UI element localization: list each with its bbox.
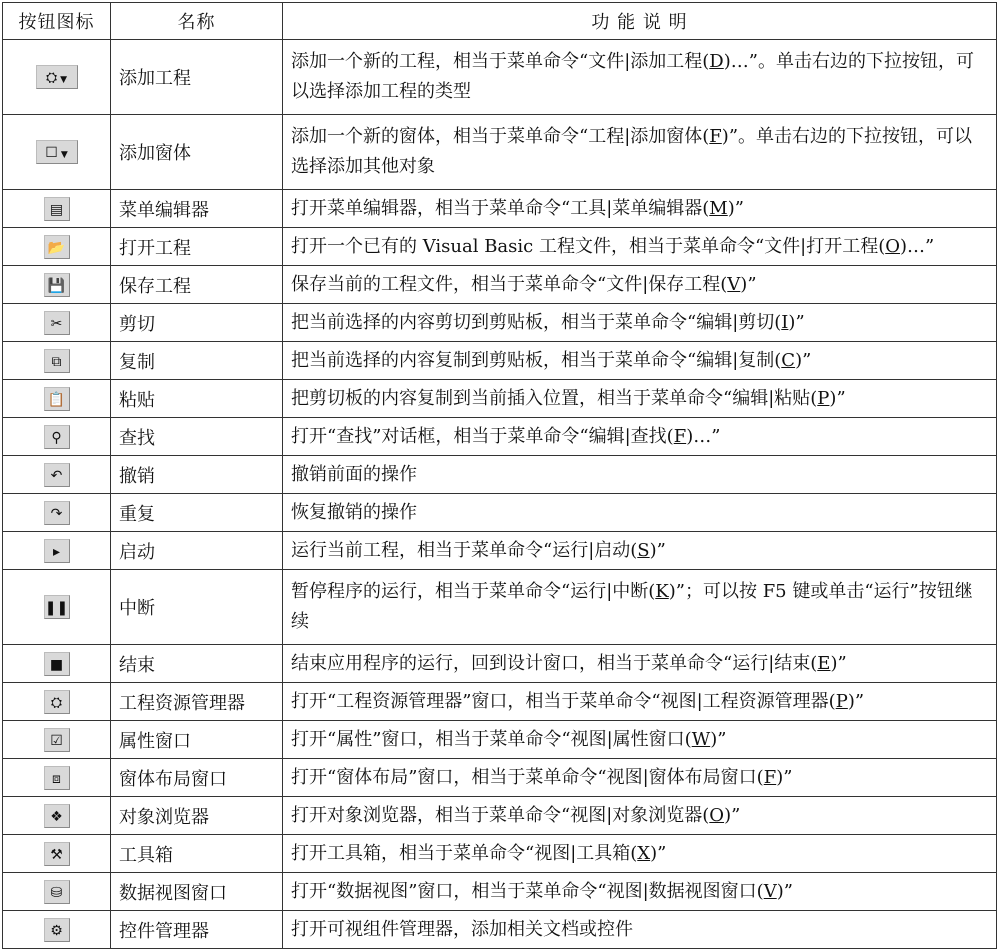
icon-glyph: 📋 [47,391,66,408]
copy-icon [44,349,70,373]
table-row [3,532,997,570]
button-name: 添加工程 [111,40,283,115]
description-key: I [781,311,789,333]
button-name: 撤销 [111,456,283,494]
open-project-icon [44,235,70,259]
break-icon [44,595,70,619]
description-key: C [781,349,796,371]
description-pre: 保存当前的工程文件，相当于菜单命令“文件|保存工程( [291,273,728,295]
description-post: )…” [686,425,721,447]
description-post: )” [788,311,805,333]
button-description [283,418,997,456]
icon-glyph: ✂ [50,315,63,332]
description-key: W [691,728,711,750]
form-layout-icon [44,766,70,790]
table-row [3,40,997,115]
description-pre: 把剪切板的内容复制到当前插入位置，相当于菜单命令“编辑|粘贴( [291,387,818,409]
button-description [283,570,997,645]
description-key: X [637,842,651,864]
icon-glyph: ▤ [49,201,64,218]
redo-icon [44,501,70,525]
icon-cell [3,418,111,456]
table-row [3,304,997,342]
description-post: )”；可以按 F5 键或单击“运行”按钮继续 [291,581,973,632]
button-name: 复制 [111,342,283,380]
undo-icon [44,463,70,487]
object-browser-icon [44,804,70,828]
description-key: O [709,804,725,826]
description-pre: 恢复撤销的操作 [291,501,417,523]
description-post: )” [776,766,793,788]
button-name: 控件管理器 [111,911,283,949]
description-post: )” [847,690,865,712]
start-icon [44,539,70,563]
description-pre: 把当前选择的内容复制到剪贴板，相当于菜单命令“编辑|复制( [291,349,782,371]
button-name: 中断 [111,570,283,645]
description-post: )” [724,804,741,826]
data-view-icon [44,880,70,904]
header-name: 名称 [111,3,283,40]
table-row [3,228,997,266]
button-description [283,835,997,873]
icon-cell [3,456,111,494]
button-name: 重复 [111,494,283,532]
description-pre: 撤销前面的操作 [291,463,417,485]
icon-glyph: ❖ [50,808,63,825]
icon-glyph: ❚❚ [44,600,69,616]
button-name: 结束 [111,645,283,683]
icon-cell [3,645,111,683]
icon-glyph: 📂 [47,239,66,256]
icon-cell [3,190,111,228]
table-row [3,456,997,494]
button-description [283,456,997,494]
icon-cell [3,721,111,759]
icon-cell [3,911,111,949]
icon-glyph: ⛁ [50,884,63,901]
table-row [3,570,997,645]
table-row [3,721,997,759]
button-description [283,873,997,911]
button-description [283,115,997,190]
button-name: 窗体布局窗口 [111,759,283,797]
description-key: F [673,425,687,447]
button-name: 工具箱 [111,835,283,873]
description-key: S [637,539,650,561]
button-description [283,759,997,797]
table-row [3,190,997,228]
icon-cell [3,532,111,570]
icon-glyph: ⧉ [51,353,62,370]
button-description [283,380,997,418]
description-post: )”。单击右边的下拉按钮，可以选择添加其他对象 [291,126,973,177]
icon-cell [3,304,111,342]
button-name: 对象浏览器 [111,797,283,835]
button-name: 剪切 [111,304,283,342]
icon-glyph: ⚙ [50,922,63,939]
icon-glyph: ⚲ [51,429,62,446]
icon-cell [3,342,111,380]
icon-cell [3,683,111,721]
button-name: 粘贴 [111,380,283,418]
description-key: P [817,387,830,409]
icon-cell [3,835,111,873]
description-pre: 运行当前工程，相当于菜单命令“运行|启动( [291,539,638,561]
description-pre: 添加一个新的工程，相当于菜单命令“文件|添加工程( [291,51,710,72]
cut-icon [44,311,70,335]
button-description [283,266,997,304]
description-post: )” [830,652,847,674]
button-description [283,190,997,228]
button-name: 菜单编辑器 [111,190,283,228]
table-row [3,494,997,532]
description-key: V [763,880,777,902]
icon-cell [3,494,111,532]
component-manager-icon [44,918,70,942]
description-key: M [709,197,728,219]
table-row [3,911,997,949]
table-row [3,645,997,683]
icon-cell [3,266,111,304]
description-pre: 暂停程序的运行，相当于菜单命令“运行|中断( [291,581,656,602]
button-name: 属性窗口 [111,721,283,759]
menu-editor-icon [44,197,70,221]
icon-glyph: ↶ [50,467,63,484]
icon-cell [3,873,111,911]
header-icon: 按钮图标 [3,3,111,40]
description-pre: 打开“工程资源管理器”窗口，相当于菜单命令“视图|工程资源管理器( [291,690,836,712]
icon-cell [3,797,111,835]
description-post: )…” [900,235,935,257]
description-post: )” [740,273,757,295]
description-pre: 添加一个新的窗体，相当于菜单命令“工程|添加窗体( [291,126,710,147]
add-form-icon [36,140,78,164]
table-row [3,342,997,380]
icon-cell [3,228,111,266]
table-row [3,418,997,456]
dropdown-arrow-icon: ▼ [60,150,68,160]
icon-cell [3,380,111,418]
find-icon [44,425,70,449]
icon-glyph: ⛭ [50,694,63,711]
properties-window-icon [44,728,70,752]
description-pre: 打开“查找”对话框，相当于菜单命令“编辑|查找( [291,425,674,447]
description-pre: 打开工具箱，相当于菜单命令“视图|工具箱( [291,842,638,864]
table-row [3,380,997,418]
description-pre: 打开“属性”窗口，相当于菜单命令“视图|属性窗口( [291,728,692,750]
description-key: V [727,273,741,295]
end-icon [44,652,70,676]
table-row [3,797,997,835]
button-name: 工程资源管理器 [111,683,283,721]
button-name: 数据视图窗口 [111,873,283,911]
button-name: 保存工程 [111,266,283,304]
header-description: 功 能 说 明 [283,3,997,40]
button-description [283,683,997,721]
description-key: K [655,581,669,602]
description-key: F [709,126,722,147]
button-description [283,304,997,342]
description-pre: 打开可视组件管理器，添加相关文档或控件 [291,918,633,940]
description-post: )” [650,842,667,864]
table-row [3,759,997,797]
button-description [283,532,997,570]
button-description [283,797,997,835]
save-project-icon [44,273,70,297]
table-header-row [3,3,997,40]
description-key: O [885,235,901,257]
button-name: 启动 [111,532,283,570]
description-post: )” [727,197,744,219]
table-row [3,873,997,911]
icon-cell [3,115,111,190]
button-description [283,342,997,380]
icon-cell [3,759,111,797]
icon-glyph: ↷ [50,505,63,522]
description-post: )…”。单击右边的下拉按钮，可以选择添加工程的类型 [291,51,974,102]
icon-glyph: ☑ [50,732,63,749]
description-key: E [817,652,831,674]
icon-glyph: 💾 [47,277,66,294]
icon-glyph: ⚒ [50,846,63,863]
description-key: P [835,690,848,712]
button-name: 添加窗体 [111,115,283,190]
description-pre: 打开一个已有的 Visual Basic 工程文件，相当于菜单命令“文件|打开工程( [291,235,886,257]
description-pre: 打开对象浏览器，相当于菜单命令“视图|对象浏览器( [291,804,710,826]
paste-icon [44,387,70,411]
description-key: F [763,766,777,788]
icon-cell [3,570,111,645]
button-description [283,40,997,115]
button-description [283,494,997,532]
button-description [283,721,997,759]
description-post: )” [829,387,846,409]
add-project-icon [36,65,78,89]
icon-cell [3,40,111,115]
button-name: 打开工程 [111,228,283,266]
button-name: 查找 [111,418,283,456]
project-explorer-icon [44,690,70,714]
table-row [3,835,997,873]
description-pre: 把当前选择的内容剪切到剪贴板，相当于菜单命令“编辑|剪切( [291,311,782,333]
description-pre: 打开“窗体布局”窗口，相当于菜单命令“视图|窗体布局窗口( [291,766,764,788]
dropdown-arrow-icon: ▼ [60,75,68,85]
button-description [283,228,997,266]
description-post: )” [710,728,727,750]
description-pre: 结束应用程序的运行，回到设计窗口，相当于菜单命令“运行|结束( [291,652,818,674]
icon-glyph: ⧈ [52,770,61,787]
toolbox-icon [44,842,70,866]
table-row [3,266,997,304]
description-post: )” [776,880,793,902]
button-description [283,645,997,683]
icon-glyph: ▸ [52,543,61,560]
icon-glyph: ■ [49,656,64,673]
table-row [3,115,997,190]
description-pre: 打开菜单编辑器，相当于菜单命令“工具|菜单编辑器( [291,197,710,219]
table-row [3,683,997,721]
icon-glyph: ⛭ [45,70,58,86]
toolbar-buttons-table [2,2,997,949]
icon-glyph: ☐ [45,145,58,161]
description-post: )” [795,349,812,371]
button-description [283,911,997,949]
description-post: )” [649,539,666,561]
description-key: D [709,51,724,72]
description-pre: 打开“数据视图”窗口，相当于菜单命令“视图|数据视图窗口( [291,880,764,902]
